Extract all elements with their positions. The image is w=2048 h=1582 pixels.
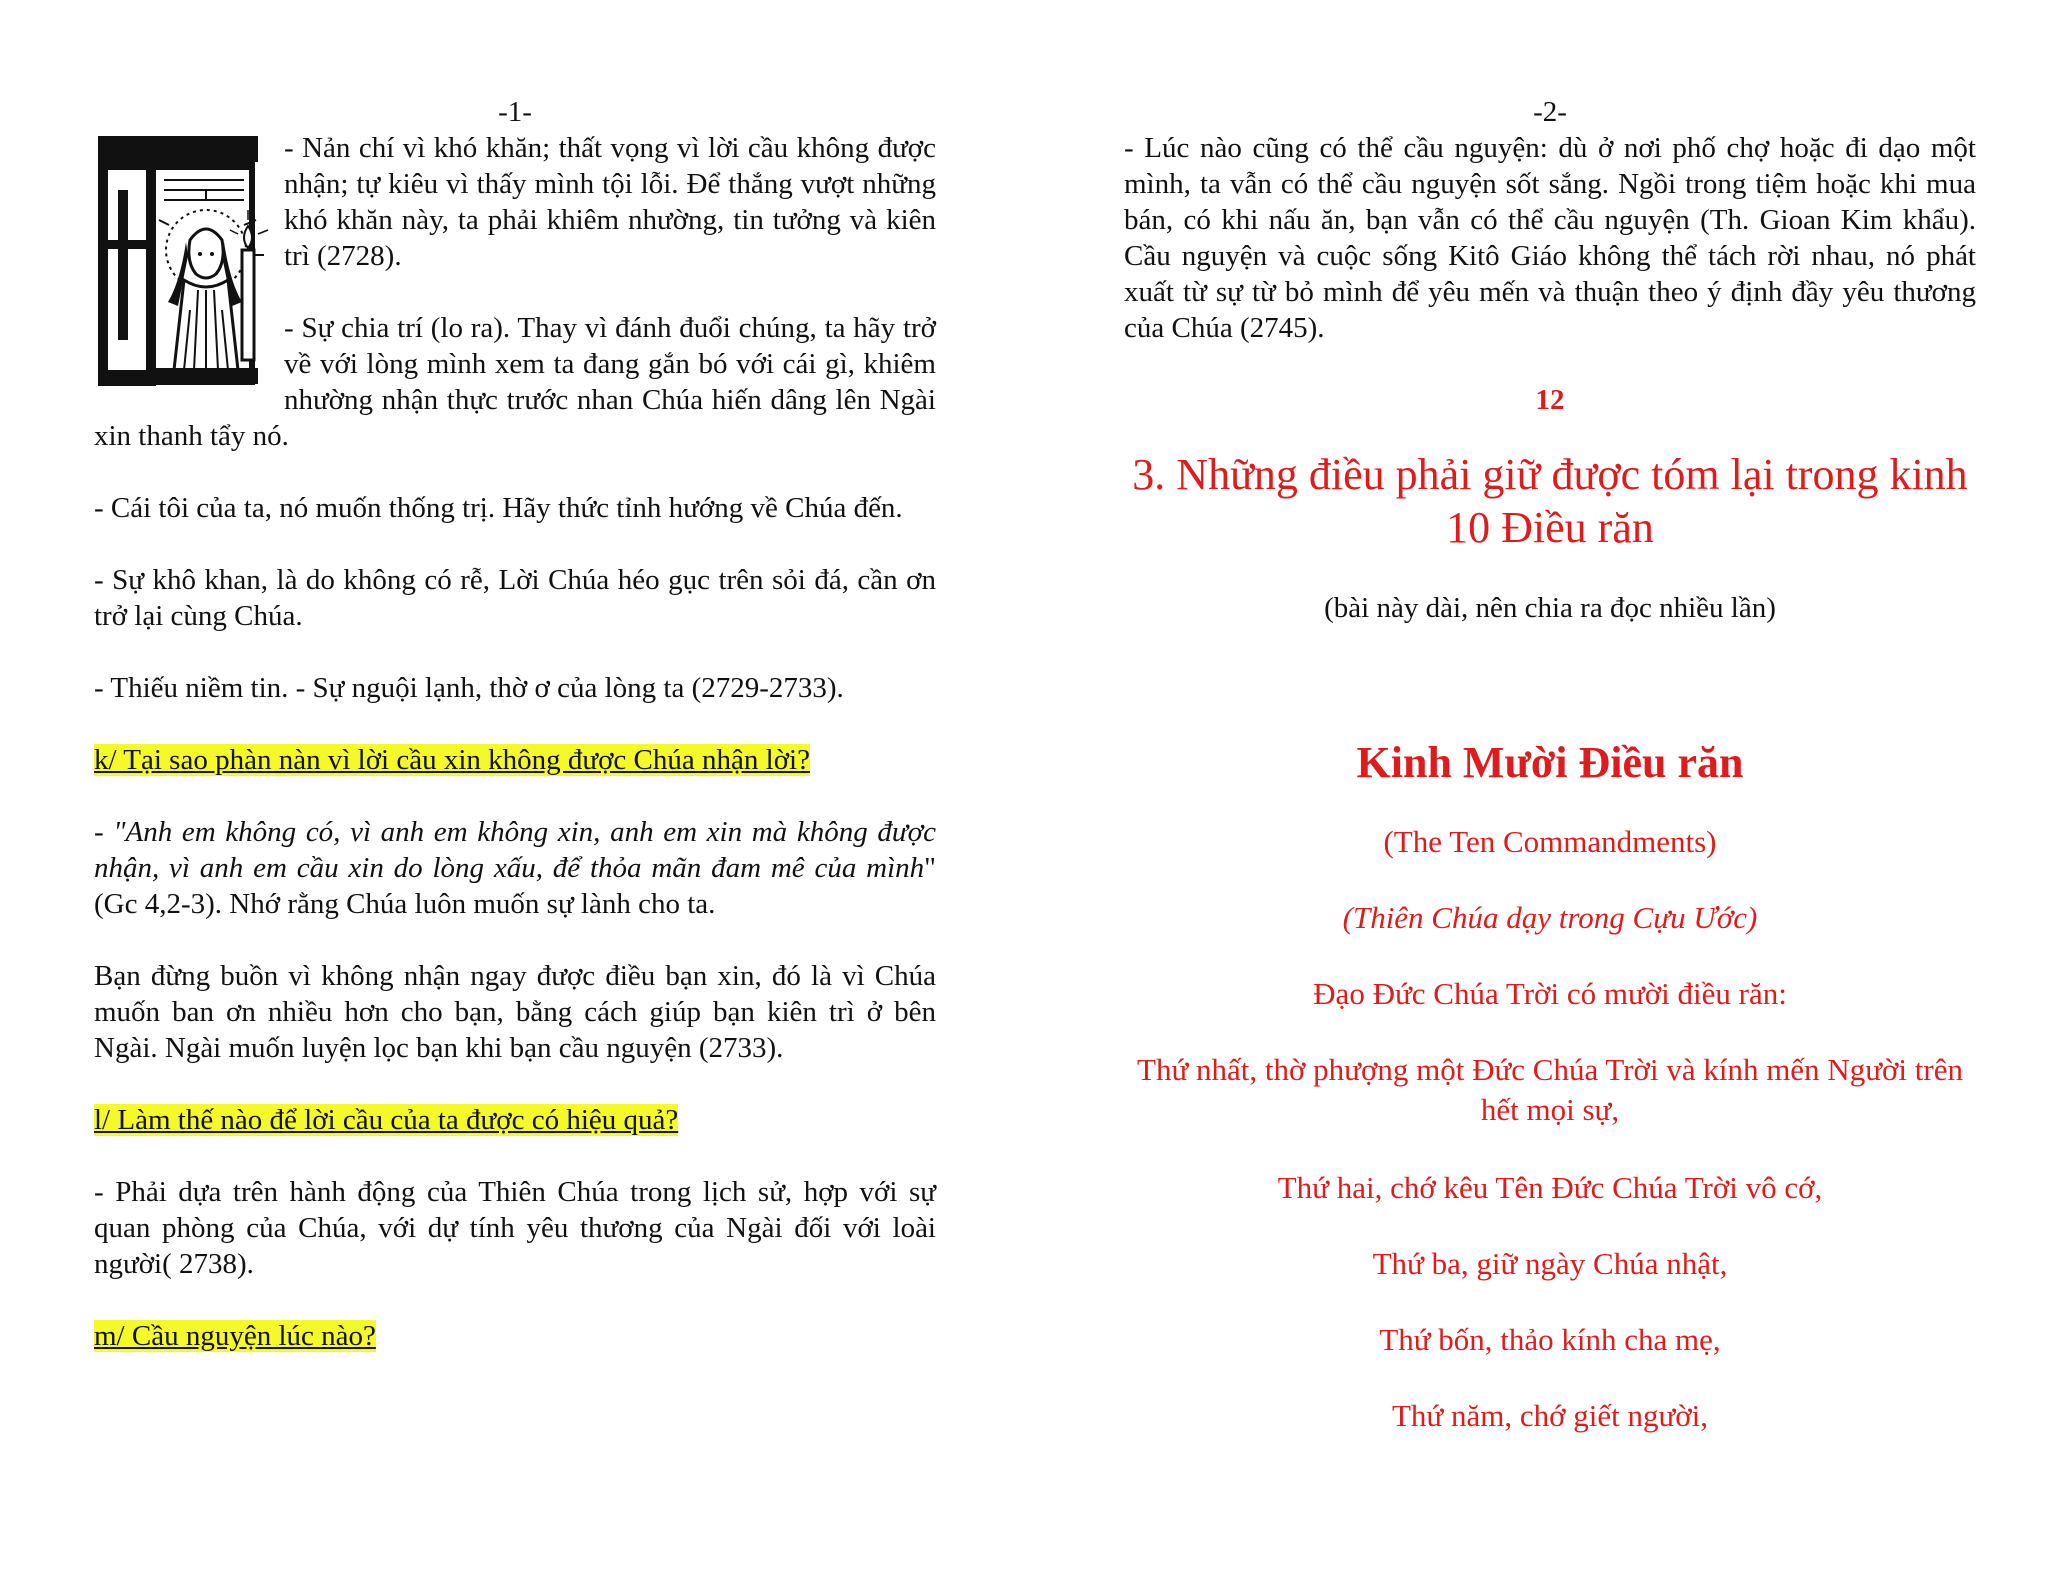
commandment-5: Thứ năm, chớ giết người, <box>1391 1398 1709 1433</box>
left-paragraph-7: - Phải dựa trên hành động của Thiên Chúa trong lịch sử, hợp với sự quan phòng của Chúa, với dự tính yêu thương của Ngài đối với loài người( 2738). <box>94 1176 936 1280</box>
commandment-3: Thứ ba, giữ ngày Chúa nhật, <box>1372 1246 1728 1281</box>
right-page <box>1124 0 1976 1582</box>
left-paragraph-2: - Sự chia trí (lo ra). Thay vì đánh đuổi chúng, ta hãy trở về với lòng mình xem ta đang gắn bó với cái gì, khiêm nhường nhận thực trước nhan Chúa hiến dâng lên Ngài xin thanh tẩy nó. <box>94 312 936 452</box>
woodcut-illustration-icon <box>94 130 276 392</box>
left-page <box>94 0 936 1582</box>
heading-l <box>94 1102 936 1138</box>
prayer-title: Kinh Mười Điều răn <box>1356 738 1744 787</box>
quote-paragraph <box>94 814 936 922</box>
highlighted-heading-l: l/ Làm thế nào để lời cầu của ta được có hiệu quả? <box>94 1104 679 1136</box>
page-number: -2- <box>1533 96 1567 128</box>
quote-italic-text: "Anh em không có, vì anh em không xin, anh em xin mà không được nhận, vì anh em cầu xin do lòng xấu, để thỏa mãn đam mê của mình <box>94 816 936 884</box>
heading-m <box>94 1318 936 1354</box>
commandment-1: Thứ nhất, thờ phượng một Đức Chúa Trời và kính mến Người trên hết mọi sự, <box>1137 1052 1963 1127</box>
heading-k <box>94 742 936 778</box>
left-paragraph-6: Bạn đừng buồn vì không nhận ngay được điều bạn xin, đó là vì Chúa muốn ban ơn nhiều hơn cho bạn, bằng cách giúp bạn kiên trì ở bên Ngài. Ngài muốn luyện lọc bạn khi bạn cầu nguyện (2733). <box>94 960 936 1064</box>
section-title: 3. Những điều phải giữ được tóm lại trong kinh 10 Điều răn <box>1132 450 1968 552</box>
highlighted-heading-m: m/ Cầu nguyện lúc nào? <box>94 1320 376 1352</box>
left-paragraph-4: - Sự khô khan, là do không có rễ, Lời Chúa héo gục trên sỏi đá, cần ơn trở lại cùng Chúa. <box>94 564 936 632</box>
quote-dash: - <box>94 816 114 848</box>
left-body <box>94 130 936 1354</box>
commandment-2: Thứ hai, chớ kêu Tên Đức Chúa Trời vô cớ, <box>1277 1170 1823 1205</box>
highlighted-heading-k: k/ Tại sao phàn nàn vì lời cầu xin không được Chúa nhận lời? <box>94 744 810 776</box>
commandment-4: Thứ bốn, thảo kính cha mẹ, <box>1379 1322 1721 1357</box>
section-number: 12 <box>1535 384 1565 416</box>
commandments-intro: Đạo Đức Chúa Trời có mười điều răn: <box>1313 976 1787 1011</box>
subtitle: (Thiên Chúa dạy trong Cựu Ước) <box>1342 900 1758 935</box>
reading-note: (bài này dài, nên chia ra đọc nhiều lần) <box>1324 592 1776 624</box>
right-paragraph-1: - Lúc nào cũng có thể cầu nguyện: dù ở nơi phố chợ hoặc đi dạo một mình, ta vẫn có thể cầu nguyện sốt sắng. Ngồi trong tiệm hoặc khi mua bán, có khi nấu ăn, bạn vẫn có thể cầu nguyện (Th. Gioan Kim khẩu). Cầu nguyện và cuộc sống Kitô Giáo không thể tách rời nhau, nó phát xuất từ sự từ bỏ mình để yêu mến và thuận theo ý định đầy yêu thương của Chúa (2745). <box>1124 132 1976 344</box>
page-number: -1- <box>498 96 532 128</box>
english-title: (The Ten Commandments) <box>1383 824 1717 859</box>
left-paragraph-5: - Thiếu niềm tin. - Sự nguội lạnh, thờ ơ của lòng ta (2729-2733). <box>94 672 844 704</box>
left-paragraph-1: - Nản chí vì khó khăn; thất vọng vì lời cầu không được nhận; tự kiêu vì thấy mình tội lỗi. Để thắng vượt những khó khăn này, ta phải khiêm nhường, tin tưởng và kiên trì (2728). <box>284 132 936 272</box>
left-paragraph-3: - Cái tôi của ta, nó muốn thống trị. Hãy thức tỉnh hướng về Chúa đến. <box>94 492 903 524</box>
quote-reference: "(Gc 4,2-3). Nhớ rằng Chúa luôn muốn sự lành cho ta. <box>94 852 936 920</box>
